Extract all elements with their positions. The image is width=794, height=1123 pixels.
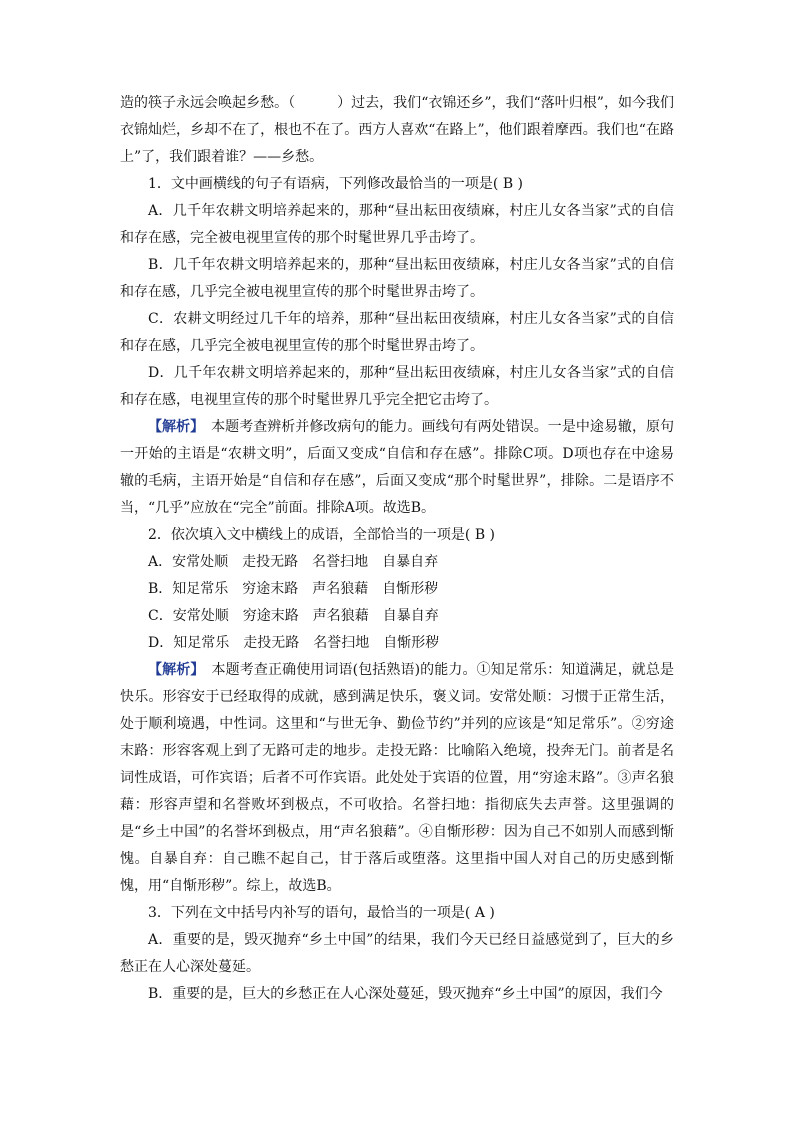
question-3-option-b: B．重要的是，巨大的乡愁正在人心深处蔓延，毁灭抛弃“乡土中国”的原因，我们今 xyxy=(148,986,663,1002)
question-2-option-b: B．知足常乐 穷途末路 声名狼藉 自惭形秽 xyxy=(148,581,439,597)
question-1-stem: 1．文中画横线的句子有语病，下列修改最恰当的一项是( B ) xyxy=(148,176,524,192)
question-2-option-c: C．安常处顺 穷途末路 声名狼藉 自暴自弃 xyxy=(148,608,439,624)
question-3-stem: 3．下列在文中括号内补写的语句，最恰当的一项是( A ) xyxy=(148,905,495,921)
question-1-option-d: D．几千年农耕文明培养起来的，那种“昼出耘田夜绩麻，村庄儿女各当家”式的自信和存在感，电视里宣传的那个时髦世界几乎完全把它击垮了。 xyxy=(120,365,674,408)
question-1-option-c: C．农耕文明经过几千年的培养，那种“昼出耘田夜绩麻，村庄儿女各当家”式的自信和存在感，几乎完全被电视里宣传的那个时髦世界击垮了。 xyxy=(120,311,674,354)
analysis-text: 本题考查辨析并修改病句的能力。画线句有两处错误。一是中途易辙，原句一开始的主语是“农耕文明”，后面又变成“自信和存在感”。排除C项。D项也存在中途易辙的毛病，主语开始是“自信和存在感”，后面又变成“那个时髦世界”，排除。二是语序不当，“几乎”应放在“完全”前面。排除A项。故选B。 xyxy=(120,419,675,516)
question-2-analysis xyxy=(120,657,674,900)
intro-paragraph: 造的筷子永远会唤起乡愁。（ ）过去，我们“衣锦还乡”，我们“落叶归根”，如今我们衣锦灿烂，乡却不在了，根也不在了。西方人喜欢“在路上”，他们跟着摩西。我们也“在路上”了，我们跟着谁？——乡愁。 xyxy=(120,95,674,165)
document-page xyxy=(120,90,674,1008)
analysis-text: 本题考查正确使用词语(包括熟语)的能力。①知足常乐：知道满足，就总是快乐。形容安于已经取得的成就，感到满足快乐，褒义词。安常处顺：习惯于正常生活，处于顺利境遇，中性词。这里和“与世无争、勤俭节约”并列的应该是“知足常乐”。②穷途末路：形容客观上到了无路可走的地步。走投无路：比喻陷入绝境，投奔无门。前者是名词性成语，可作宾语；后者不可作宾语。此处处于宾语的位置，用“穷途末路”。③声名狼藉：形容声望和名誉败坏到极点，不可收拾。名誉扫地：指彻底失去声誉。这里强调的是“乡土中国”的名誉坏到极点，用“声名狼藉”。④自惭形秽：因为自己不如别人而感到惭愧。自暴自弃：自己瞧不起自己，甘于落后或堕落。这里指中国人对自己的历史感到惭愧，用“自惭形秽”。综上，故选B。 xyxy=(120,662,675,894)
question-1-option-a: A．几千年农耕文明培养起来的，那种“昼出耘田夜绩麻，村庄儿女各当家”式的自信和存在感，完全被电视里宣传的那个时髦世界几乎击垮了。 xyxy=(120,203,674,246)
question-2-stem: 2．依次填入文中横线上的成语，全部恰当的一项是( B ) xyxy=(148,527,496,543)
question-1-option-b: B．几千年农耕文明培养起来的，那种“昼出耘田夜绩麻，村庄儿女各当家”式的自信和存在感，几乎完全被电视里宣传的那个时髦世界击垮了。 xyxy=(120,257,674,300)
question-2-option-d: D．知足常乐 走投无路 名誉扫地 自惭形秽 xyxy=(148,635,440,651)
question-1-analysis xyxy=(120,414,674,522)
analysis-tag: 【解析】 xyxy=(148,419,198,435)
question-3-option-a: A．重要的是，毁灭抛弃“乡土中国”的结果，我们今天已经日益感觉到了，巨大的乡愁正在人心深处蔓延。 xyxy=(120,932,674,975)
analysis-tag: 【解析】 xyxy=(148,662,198,678)
question-2-option-a: A．安常处顺 走投无路 名誉扫地 自暴自弃 xyxy=(148,554,439,570)
